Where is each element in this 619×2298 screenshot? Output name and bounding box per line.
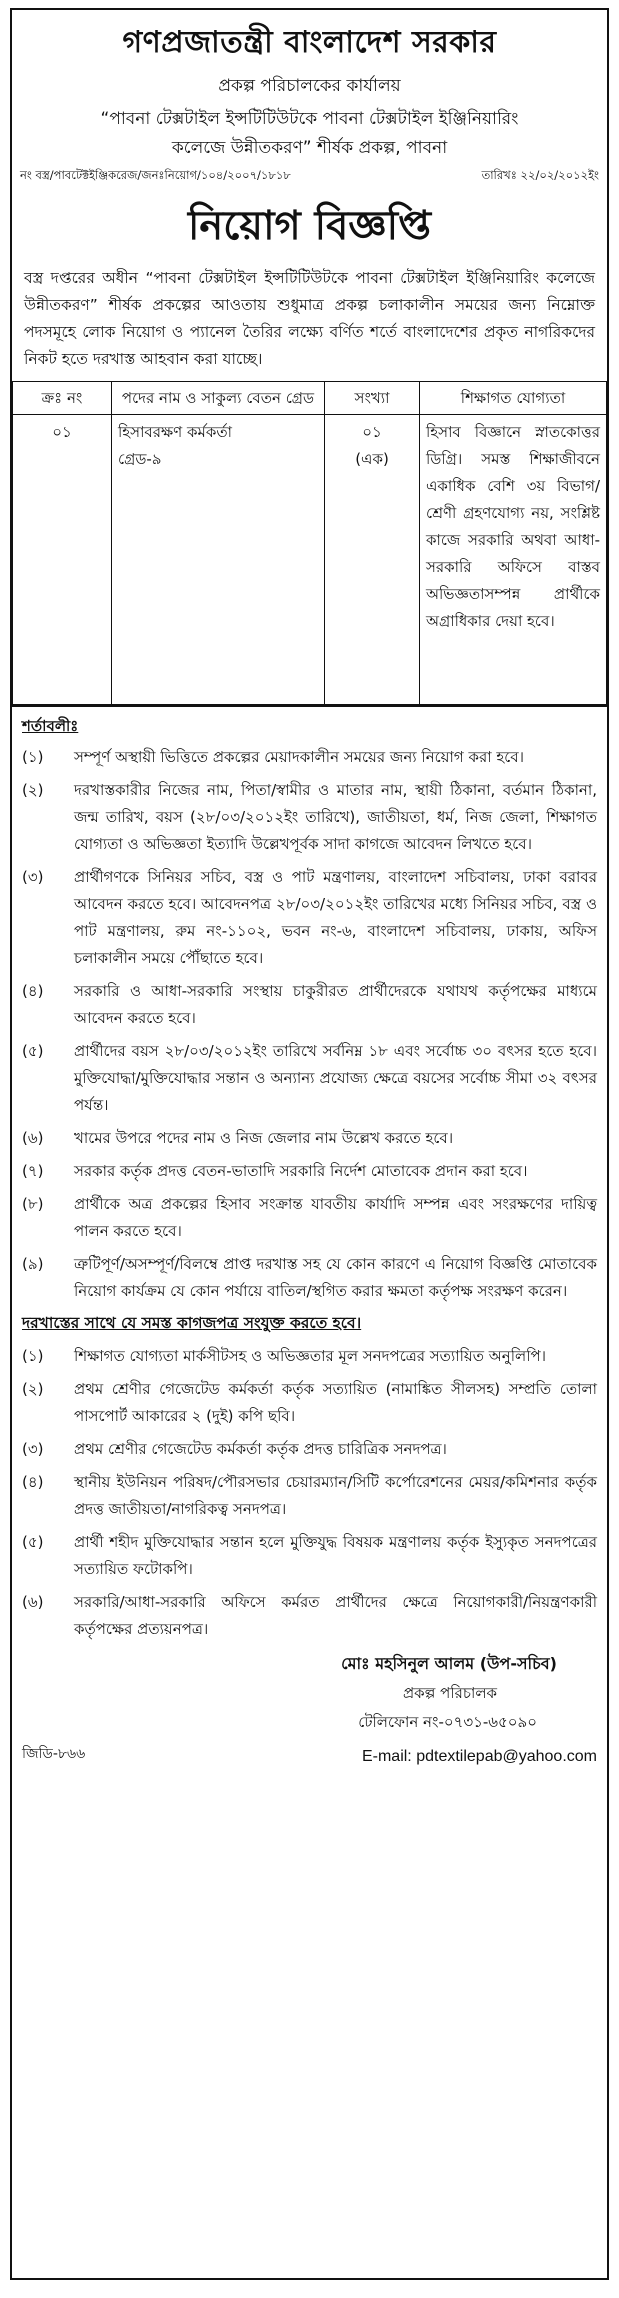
- condition-text: সম্পূর্ণ অস্থায়ী ভিত্তিতে প্রকল্পের মেয়াদকালীন সময়ের জন্য নিয়োগ করা হবে।: [74, 748, 524, 766]
- condition-number: (৬): [22, 1129, 44, 1147]
- project-name-line-2: কলেজে উন্নীতকরণ” শীর্ষক প্রকল্প, পাবনা: [171, 138, 448, 158]
- project-name-line-1: “পাবনা টেক্সটাইল ইন্সটিটিউটকে পাবনা টেক্সটাইল ইঞ্জিনিয়ারিং: [100, 109, 519, 129]
- condition-text: সরকার কর্তৃক প্রদত্ত বেতন-ভাতাদি সরকারি নির্দেশ মোতাবেক প্রদান করা হবে।: [74, 1162, 528, 1180]
- signature-block: [22, 1651, 597, 1736]
- col-header-count: সংখ্যা: [325, 382, 420, 415]
- list-item: [22, 1343, 597, 1370]
- list-item: [22, 1469, 597, 1523]
- list-item: [22, 1125, 597, 1152]
- condition-text: ত্রুটিপূর্ণ/অসম্পূর্ণ/বিলম্বে প্রাপ্ত দরখাস্ত সহ যে কোন কারণে এ নিয়োগ বিজ্ঞপ্তি মোতাবেক নিয়োগ কার্যক্রম যে কোন পর্যায়ে বাতিল/স্থগিত করার ক্ষমতা কর্তৃপক্ষ সংরক্ষণ করেন।: [74, 1255, 597, 1300]
- list-item: [22, 744, 597, 771]
- document-number: (৩): [22, 1440, 44, 1458]
- document-text: প্রথম শ্রেণীর গেজেটেড কর্মকর্তা কর্তৃক সত্যায়িত (নামাঙ্কিত সীলসহ) সম্প্রতি তোলা পাসপোর্ট আকারের ২ (দুই) কপি ছবি।: [74, 1380, 597, 1425]
- table-header-row: [13, 382, 607, 415]
- document-number: (৫): [22, 1533, 44, 1551]
- condition-number: (৫): [22, 1042, 44, 1060]
- memo-number: নং বস্ত্র/পাবটেক্টইঞ্জিকরেজ/জনঃনিয়োগ/১০৪/২০০৭/১৮১৮: [20, 168, 291, 182]
- condition-text: খামের উপরে পদের নাম ও নিজ জেলার নাম উল্লেখ করতে হবে।: [74, 1129, 454, 1147]
- document-number: (৬): [22, 1593, 44, 1611]
- condition-text: প্রার্থীগণকে সিনিয়র সচিব, বস্ত্র ও পাট মন্ত্রণালয়, বাংলাদেশ সচিবালয়, ঢাকা বরাবর আবেদন করতে হবে। আবেদনপত্র ২৮/০৩/২০১২ইং তারিখের মধ্যে সিনিয়র সচিব, বস্ত্র ও পাট মন্ত্রণালয়, রুম নং-১১০২, ভবন নং-৬, বাংলাদেশ সচিবালয়, ঢাকায়, অফিস চলাকালীন সময়ে পৌঁছাতে হবে।: [74, 868, 597, 967]
- list-item: [22, 1529, 597, 1583]
- document-text: শিক্ষাগত যোগ্যতা মার্কসীটসহ ও অভিজ্ঞতার মূল সনদপত্রের সত্যায়িত অনুলিপি।: [74, 1347, 547, 1365]
- count-number: ০১: [362, 423, 382, 441]
- government-title: গণপ্রজাতন্ত্রী বাংলাদেশ সরকার: [122, 25, 497, 60]
- condition-text: সরকারি ও আধা-সরকারি সংস্থায় চাকুরীরত প্রার্থীদেরকে যথাযথ কর্তৃপক্ষের মাধ্যমে আবেদন করতে হবে।: [74, 982, 597, 1027]
- document-text: প্রার্থী শহীদ মুক্তিযোদ্ধার সন্তান হলে মুক্তিযুদ্ধ বিষয়ক মন্ত্রণালয় কর্তৃক ইস্যুকৃত সনদপত্রের সত্যায়িত ফটোকপি।: [74, 1533, 597, 1578]
- list-item: [22, 1158, 597, 1185]
- document-number: (১): [22, 1347, 44, 1365]
- document-number: (২): [22, 1380, 44, 1398]
- col-header-qualification: শিক্ষাগত যোগ্যতা: [420, 382, 607, 415]
- list-item: [22, 1376, 597, 1430]
- contact-email[interactable]: E-mail: pdtextilepab@yahoo.com: [361, 1748, 597, 1765]
- condition-text: প্রার্থীদের বয়স ২৮/০৩/২০১২ইং তারিখে সর্বনিম্ন ১৮ এবং সর্বোচ্চ ৩০ বৎসর হতে হবে। মুক্তিযোদ্ধা/মুক্তিযোদ্ধার সন্তান ও অন্যান্য প্রযোজ্য ক্ষেত্রে বয়সের সর্বোচ্চ সীমা ৩২ বৎসর পর্যন্ত।: [74, 1042, 597, 1114]
- condition-text: দরখাস্তকারীর নিজের নাম, পিতা/স্বামীর ও মাতার নাম, স্থায়ী ঠিকানা, বর্তমান ঠিকানা, জন্ম তারিখ, বয়স (২৮/০৩/২০১২ইং তারিখে), জাতীয়তা, ধর্ম, নিজ জেলা, শিক্ষাগত যোগ্যতা ও অভিজ্ঞতা ইত্যাদি উল্লেখপূর্বক সাদা কাগজে আবেদন লিখতে হবে।: [74, 781, 597, 853]
- list-item: [22, 864, 597, 972]
- header: [12, 18, 607, 186]
- office-name: প্রকল্প পরিচালকের কার্যালয়: [218, 76, 401, 96]
- memo-date: তারিখঃ ২২/০২/২০১২ইং: [481, 168, 599, 182]
- condition-number: (৪): [22, 982, 44, 1000]
- document-text: সরকারি/আধা-সরকারি অফিসে কর্মরত প্রার্থীদের ক্ষেত্রে নিয়োগকারী/নিয়ন্ত্রণকারী কর্তৃপক্ষের প্রত্যয়নপত্র।: [74, 1593, 597, 1638]
- signatory-phone: টেলিফোন নং-০৭৩১-৬৫০৯০: [358, 1713, 537, 1731]
- conditions-section: [12, 705, 607, 1736]
- intro-paragraph: বস্ত্র দপ্তরের অধীন “পাবনা টেক্সটাইল ইন্সটিটিউটকে পাবনা টেক্সটাইল ইঞ্জিনিয়ারিং কলেজে উন্নীতকরণ” শীর্ষক প্রকল্পের আওতায় শুধুমাত্র প্রকল্প চলাকালীন সময়ের জন্য নিম্নোক্ত পদসমূহে লোক নিয়োগ ও প্যানেল তৈরির লক্ষ্যে বর্ণিত শর্তে বাংলাদেশের প্রকৃত নাগরিকদের নিকট হতে দরখাস্ত আহবান করা যাচ্ছে।: [24, 269, 595, 368]
- condition-number: (৭): [22, 1162, 44, 1180]
- document-number: (৪): [22, 1473, 44, 1491]
- cell-serial: ০১: [13, 415, 112, 705]
- count-word: (এক): [355, 450, 389, 468]
- notice-title: নিয়োগ বিজ্ঞপ্তি: [187, 203, 431, 249]
- condition-number: (৯): [22, 1255, 44, 1273]
- signatory-name: মোঃ মহসিনুল আলম (উপ-সচিব): [341, 1654, 557, 1673]
- list-item: [22, 1191, 597, 1245]
- table-row: [13, 415, 607, 705]
- gd-number: জিডি-৮৬৬: [22, 1746, 86, 1762]
- list-item: [22, 978, 597, 1032]
- condition-number: (১): [22, 748, 44, 766]
- cell-post: [112, 415, 325, 705]
- list-item: [22, 777, 597, 858]
- notice-page: [10, 8, 609, 2280]
- condition-number: (২): [22, 781, 44, 799]
- documents-title: দরখাস্তের সাথে যে সমস্ত কাগজপত্র সংযুক্ত করতে হবে।: [22, 1314, 362, 1332]
- list-item: [22, 1436, 597, 1463]
- list-item: [22, 1251, 597, 1305]
- signatory-designation: প্রকল্প পরিচালক: [402, 1684, 497, 1702]
- conditions-title: শর্তাবলীঃ: [22, 717, 79, 735]
- cell-count: [325, 415, 420, 705]
- vacancy-table: [12, 381, 607, 705]
- document-text: স্থানীয় ইউনিয়ন পরিষদ/পৌরসভার চেয়ারম্যান/সিটি কর্পোরেশনের মেয়র/কমিশনার কর্তৃক প্রদত্ত জাতীয়তা/নাগরিকত্ব সনদপত্র।: [74, 1473, 597, 1518]
- list-item: [22, 1589, 597, 1643]
- document-text: প্রথম শ্রেণীর গেজেটেড কর্মকর্তা কর্তৃক প্রদত্ত চারিত্রিক সনদপত্র।: [74, 1440, 447, 1458]
- col-header-serial: ক্রঃ নং: [13, 382, 112, 415]
- cell-qualification: [420, 415, 607, 705]
- post-name: হিসাবরক্ষণ কর্মকর্তা: [118, 423, 232, 441]
- condition-number: (৩): [22, 868, 44, 886]
- list-item: [22, 1038, 597, 1119]
- memo-row: [20, 167, 599, 186]
- project-name: [12, 105, 607, 163]
- condition-text: প্রার্থীকে অত্র প্রকল্পের হিসাব সংক্রান্ত যাবতীয় কার্যাদি সম্পন্ন এবং সংরক্ষণের দায়িত্ব পালন করতে হবে।: [74, 1195, 597, 1240]
- col-header-post: পদের নাম ও সাকুল্য বেতন গ্রেড: [112, 382, 325, 415]
- footer-row: [12, 1736, 607, 1766]
- post-grade: গ্রেড-৯: [118, 450, 162, 468]
- qualification-text: হিসাব বিজ্ঞানে স্নাতকোত্তর ডিগ্রি। সমস্ত শিক্ষাজীবনে একাধিক বেশি ৩য় বিভাগ/শ্রেণী গ্রহণযোগ্য নয়, সংশ্লিষ্ট কাজে সরকারি অথবা আধা-সরকারি অফিসে বাস্তব অভিজ্ঞতাসম্পন্ন প্রার্থীকে অগ্রাধিকার দেয়া হবে।: [426, 423, 600, 630]
- condition-number: (৮): [22, 1195, 44, 1213]
